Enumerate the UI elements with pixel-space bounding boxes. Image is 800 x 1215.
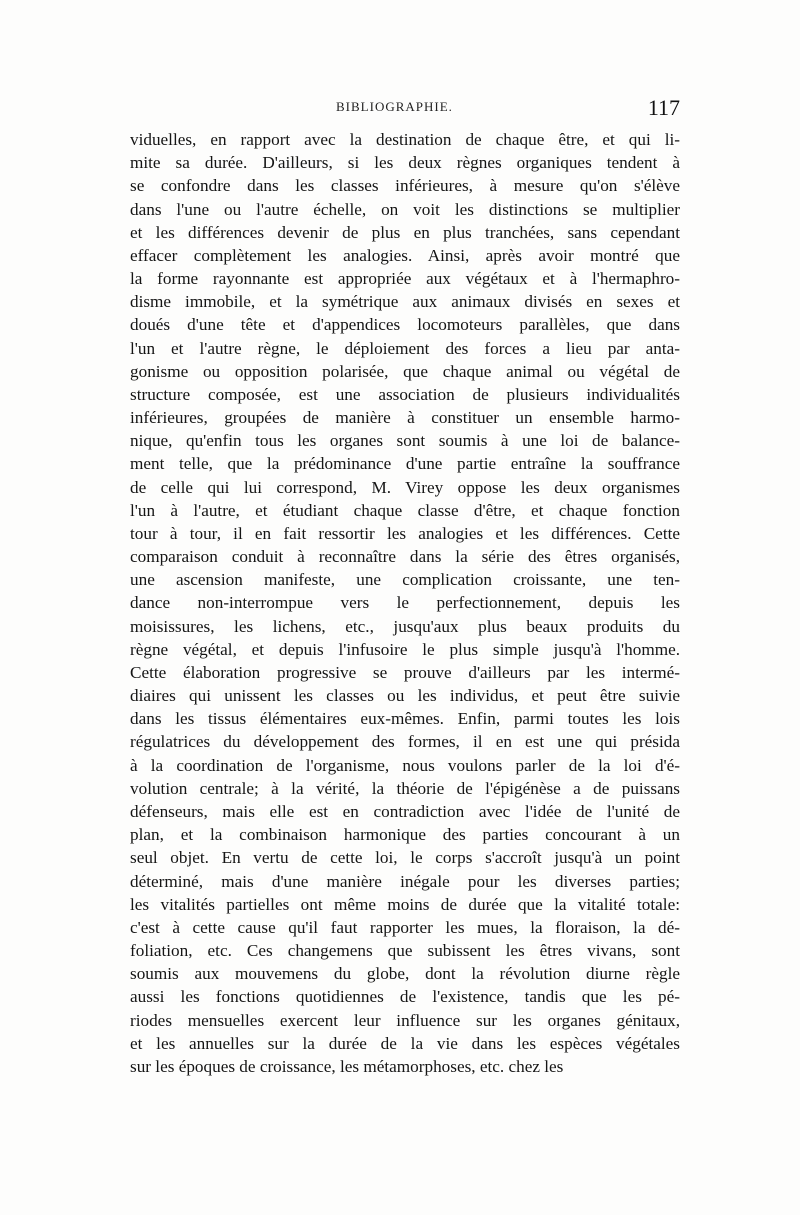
text-line: se confondre dans les classes inférieures, à mesure qu'on s'élève	[130, 176, 680, 196]
text-line: de celle qui lui correspond, M. Virey oppose les deux organismes	[130, 477, 680, 497]
text-line: dance non-interrompue vers le perfectionnement, depuis les	[130, 593, 680, 613]
text-line: déterminé, mais d'une manière inégale pour les diverses parties;	[130, 871, 680, 891]
text-line: et les annuelles sur la durée de la vie dans les espèces végétales	[130, 1033, 680, 1053]
text-line: les vitalités partielles ont même moins de durée que la vitalité totale:	[130, 894, 680, 914]
text-line: sur les époques de croissance, les métamorphoses, etc. chez les	[130, 1056, 564, 1076]
text-line: l'un à l'autre, et étudiant chaque classe d'être, et chaque fonction	[130, 500, 680, 520]
text-line: aussi les fonctions quotidiennes de l'existence, tandis que les pé-	[130, 987, 680, 1007]
text-line: viduelles, en rapport avec la destination de chaque être, et qui li-	[130, 130, 680, 149]
text-line: dans les tissus élémentaires eux-mêmes. Enfin, parmi toutes les lois	[130, 709, 680, 729]
text-line: à la coordination de l'organisme, nous voulons parler de la loi d'é-	[130, 755, 680, 775]
running-title: BIBLIOGRAPHIE.	[336, 99, 453, 114]
text-line: défenseurs, mais elle est en contradiction avec l'idée de l'unité de	[130, 801, 680, 821]
text-line: effacer complètement les analogies. Ainsi, après avoir montré que	[130, 245, 680, 265]
text-line: et les différences devenir de plus en plus tranchées, sans cependant	[130, 222, 680, 242]
text-line: dans l'une ou l'autre échelle, on voit les distinctions se multiplier	[130, 199, 680, 219]
text-line: seul objet. En vertu de cette loi, le corps s'accroît jusqu'à un point	[130, 848, 680, 868]
text-line: foliation, etc. Ces changemens que subissent les êtres vivans, sont	[130, 941, 680, 961]
text-line: la forme rayonnante est appropriée aux végétaux et à l'hermaphro-	[130, 269, 680, 289]
text-line: riodes mensuelles exercent leur influence sur les organes génitaux,	[130, 1010, 680, 1030]
text-line: Cette élaboration progressive se prouve d'ailleurs par les intermé-	[130, 662, 680, 682]
text-line: une ascension manifeste, une complication croissante, une ten-	[130, 570, 680, 590]
text-line: mite sa durée. D'ailleurs, si les deux règnes organiques tendent à	[130, 153, 680, 173]
text-line: volution centrale; à la vérité, la théorie de l'épigénèse a de puissans	[130, 778, 680, 798]
body-text	[130, 128, 680, 1078]
text-line: l'un et l'autre règne, le déploiement des forces a lieu par anta-	[130, 338, 680, 358]
text-line: nique, qu'enfin tous les organes sont soumis à une loi de balance-	[130, 431, 680, 451]
text-line: tour à tour, il en fait ressortir les analogies et les différences. Cette	[130, 523, 680, 543]
text-line: règne végétal, et depuis l'infusoire le plus simple jusqu'à l'homme.	[130, 639, 680, 659]
text-line: comparaison conduit à reconnaître dans la série des êtres organisés,	[130, 547, 680, 567]
text-line: gonisme ou opposition polarisée, que chaque animal ou végétal de	[130, 361, 680, 381]
text-line: c'est à cette cause qu'il faut rapporter les mues, la floraison, la dé-	[130, 917, 680, 937]
page-header	[128, 97, 682, 121]
page-number: 117	[647, 95, 680, 120]
text-line: inférieures, groupées de manière à constituer un ensemble harmo-	[130, 408, 680, 428]
text-line: régulatrices du développement des formes, il en est une qui présida	[130, 732, 680, 752]
text-line: doués d'une tête et d'appendices locomoteurs parallèles, que dans	[130, 315, 680, 335]
text-line: plan, et la combinaison harmonique des parties concourant à un	[130, 825, 680, 845]
text-line: soumis aux mouvemens du globe, dont la révolution diurne règle	[130, 964, 680, 984]
text-line: ment telle, que la prédominance d'une partie entraîne la souffrance	[130, 454, 680, 474]
text-line: moisissures, les lichens, etc., jusqu'aux plus beaux produits du	[130, 616, 680, 636]
text-line: structure composée, est une association de plusieurs individualités	[130, 384, 680, 404]
text-line: disme immobile, et la symétrique aux animaux divisés en sexes et	[130, 292, 680, 312]
text-line: diaires qui unissent les classes ou les individus, et peut être suivie	[130, 686, 680, 706]
